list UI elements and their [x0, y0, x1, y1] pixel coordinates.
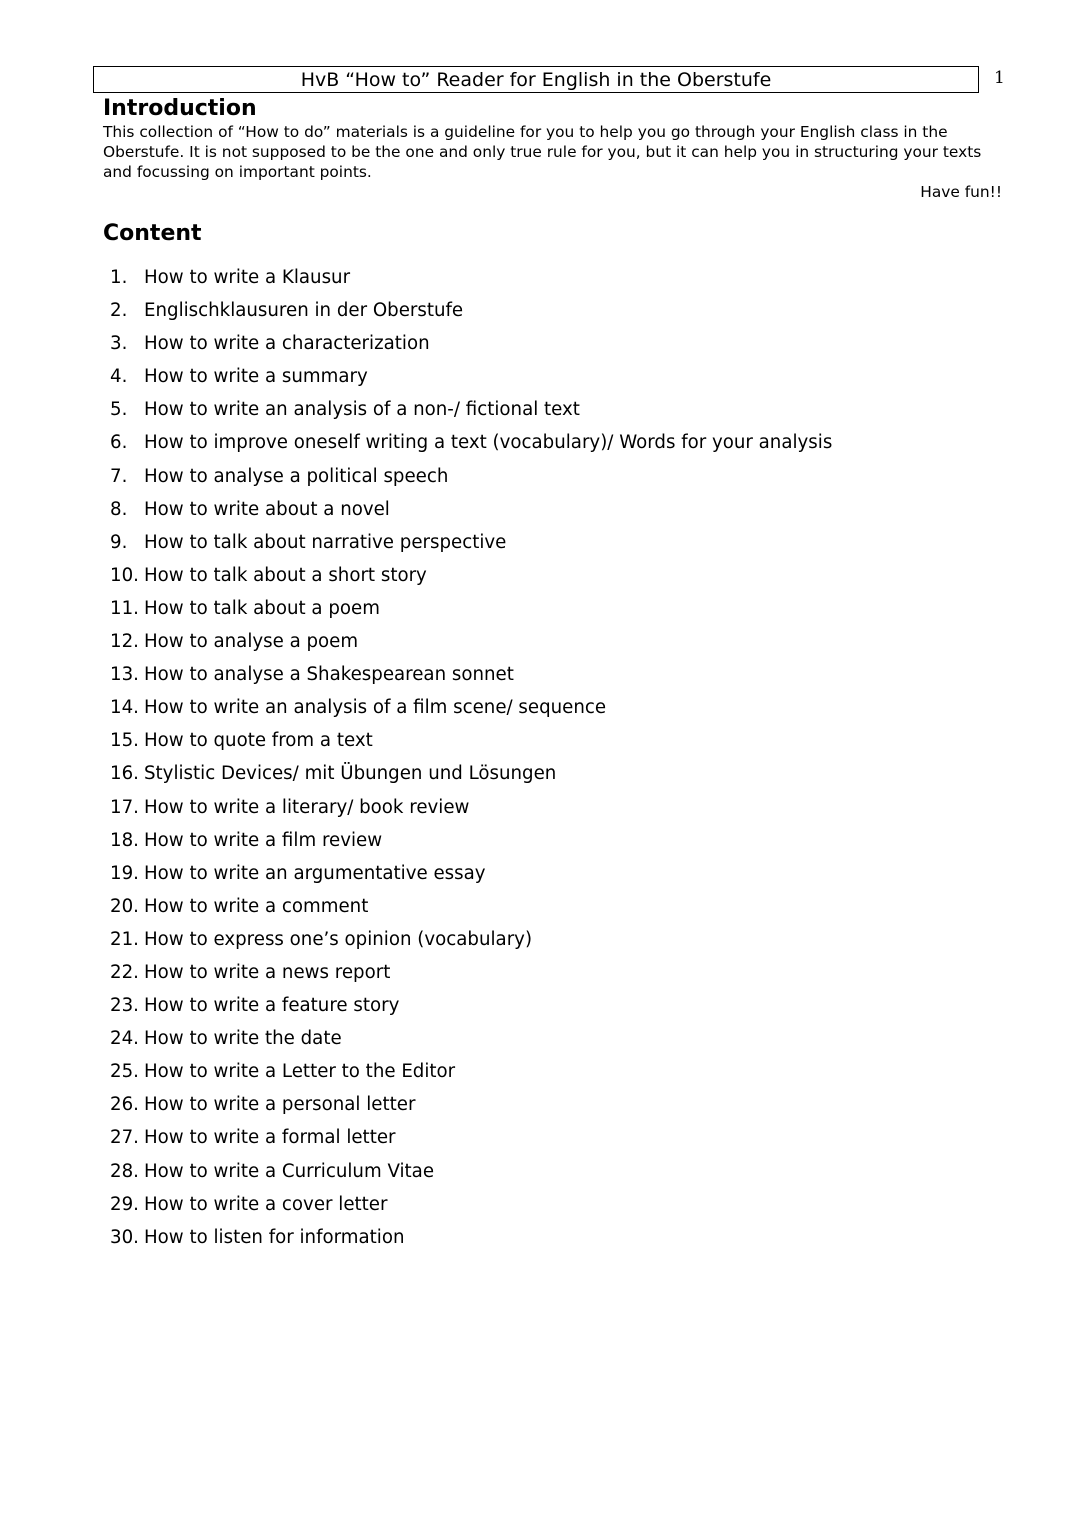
toc-item-number: 13.: [110, 664, 139, 686]
toc-item-label: How to write a characterization: [144, 333, 430, 355]
toc-item-number: 2.: [110, 300, 128, 322]
toc-item: [110, 428, 832, 461]
toc-item-number: 5.: [110, 399, 128, 421]
toc-item-number: 30.: [110, 1226, 139, 1248]
toc-item-label: How to talk about a short story: [144, 564, 427, 586]
table-of-contents: [110, 263, 832, 1256]
toc-item-number: 25.: [110, 1061, 139, 1083]
toc-item-number: 29.: [110, 1193, 139, 1215]
page-header-title: HvB “How to” Reader for English in the Oberstufe: [93, 66, 979, 93]
toc-item-number: 3.: [110, 333, 128, 355]
toc-item: [110, 263, 832, 296]
toc-item-number: 22.: [110, 961, 139, 983]
toc-item-label: How to write a news report: [144, 961, 391, 983]
toc-item-label: How to write a literary/ book review: [144, 796, 470, 818]
toc-item-number: 15.: [110, 730, 139, 752]
page-number: 1: [994, 68, 1005, 88]
toc-item: [110, 1157, 832, 1190]
toc-item-number: 9.: [110, 531, 128, 553]
toc-item-number: 10.: [110, 564, 139, 586]
toc-item-label: How to write the date: [144, 1028, 342, 1050]
toc-item-label: How to listen for information: [144, 1226, 405, 1248]
toc-item-label: How to quote from a text: [144, 730, 373, 752]
toc-item: [110, 296, 832, 329]
toc-item-number: 8.: [110, 498, 128, 520]
toc-item-label: How to write a Letter to the Editor: [144, 1061, 456, 1083]
toc-item: [110, 1190, 832, 1223]
introduction-heading: Introduction: [103, 96, 257, 121]
toc-item: [110, 561, 832, 594]
toc-item: [110, 859, 832, 892]
toc-item-label: How to analyse a Shakespearean sonnet: [144, 664, 514, 686]
introduction-text: This collection of “How to do” materials is a guideline for you to help you go through your English class in the Oberstufe. It is not supposed to be the one and only true rule for you, but it can help you in structuring your texts and focussing on important points.: [103, 123, 982, 181]
toc-item: [110, 1223, 832, 1256]
toc-item: [110, 1057, 832, 1090]
toc-item-label: How to write an analysis of a film scene/ sequence: [144, 697, 607, 719]
toc-item: [110, 726, 832, 759]
toc-item: [110, 462, 832, 495]
toc-item-number: 21.: [110, 928, 139, 950]
toc-item-label: How to write a personal letter: [144, 1094, 416, 1116]
toc-item-label: How to write a cover letter: [144, 1193, 388, 1215]
toc-item: [110, 793, 832, 826]
toc-item-number: 12.: [110, 631, 139, 653]
toc-item-number: 1.: [110, 267, 128, 288]
toc-item-number: 23.: [110, 995, 139, 1017]
toc-item: [110, 1024, 832, 1057]
toc-item-label: How to write about a novel: [144, 498, 390, 520]
toc-item: [110, 925, 832, 958]
toc-item: [110, 495, 832, 528]
toc-item-label: How to write a comment: [144, 895, 369, 917]
toc-item: [110, 594, 832, 627]
toc-item-label: How to write a film review: [144, 829, 383, 851]
toc-item: [110, 759, 832, 792]
toc-item-label: How to write a Curriculum Vitae: [144, 1160, 435, 1182]
toc-item-label: Stylistic Devices/ mit Übungen und Lösungen: [144, 763, 557, 785]
toc-item-label: How to write an argumentative essay: [144, 862, 486, 884]
toc-item-label: How to write a summary: [144, 366, 368, 388]
toc-item-label: How to express one’s opinion (vocabulary): [144, 928, 533, 950]
toc-item: [110, 958, 832, 991]
introduction-signoff: Have fun!!: [920, 183, 1002, 201]
toc-item: [110, 892, 832, 925]
toc-item-number: 11.: [110, 597, 139, 619]
toc-item-label: How to write a feature story: [144, 995, 400, 1017]
toc-item-label: Englischklausuren in der Oberstufe: [144, 300, 464, 322]
toc-item-label: How to write an analysis of a non-/ fictional text: [144, 399, 580, 421]
toc-item-label: How to write a Klausur: [144, 267, 351, 288]
toc-item: [110, 528, 832, 561]
toc-item-label: How to analyse a political speech: [144, 465, 449, 487]
toc-item-label: How to write a formal letter: [144, 1127, 396, 1149]
toc-item-number: 24.: [110, 1028, 139, 1050]
toc-item: [110, 1123, 832, 1156]
toc-item: [110, 627, 832, 660]
toc-item-number: 19.: [110, 862, 139, 884]
toc-item: [110, 991, 832, 1024]
toc-item-number: 6.: [110, 432, 128, 454]
toc-item-number: 16.: [110, 763, 139, 785]
toc-item-label: How to analyse a poem: [144, 631, 359, 653]
toc-item-number: 17.: [110, 796, 139, 818]
toc-item-number: 7.: [110, 465, 128, 487]
content-heading: Content: [103, 221, 202, 246]
toc-item-number: 27.: [110, 1127, 139, 1149]
toc-item-label: How to improve oneself writing a text (vocabulary)/ Words for your analysis: [144, 432, 833, 454]
toc-item-number: 20.: [110, 895, 139, 917]
toc-item: [110, 1090, 832, 1123]
toc-item: [110, 826, 832, 859]
toc-item-number: 18.: [110, 829, 139, 851]
toc-item: [110, 395, 832, 428]
toc-item-number: 28.: [110, 1160, 139, 1182]
toc-item-label: How to talk about a poem: [144, 597, 380, 619]
toc-item-number: 14.: [110, 697, 139, 719]
toc-item: [110, 693, 832, 726]
toc-item-number: 4.: [110, 366, 128, 388]
toc-item-label: How to talk about narrative perspective: [144, 531, 507, 553]
toc-item: [110, 362, 832, 395]
toc-item-number: 26.: [110, 1094, 139, 1116]
toc-item: [110, 329, 832, 362]
toc-item: [110, 660, 832, 693]
